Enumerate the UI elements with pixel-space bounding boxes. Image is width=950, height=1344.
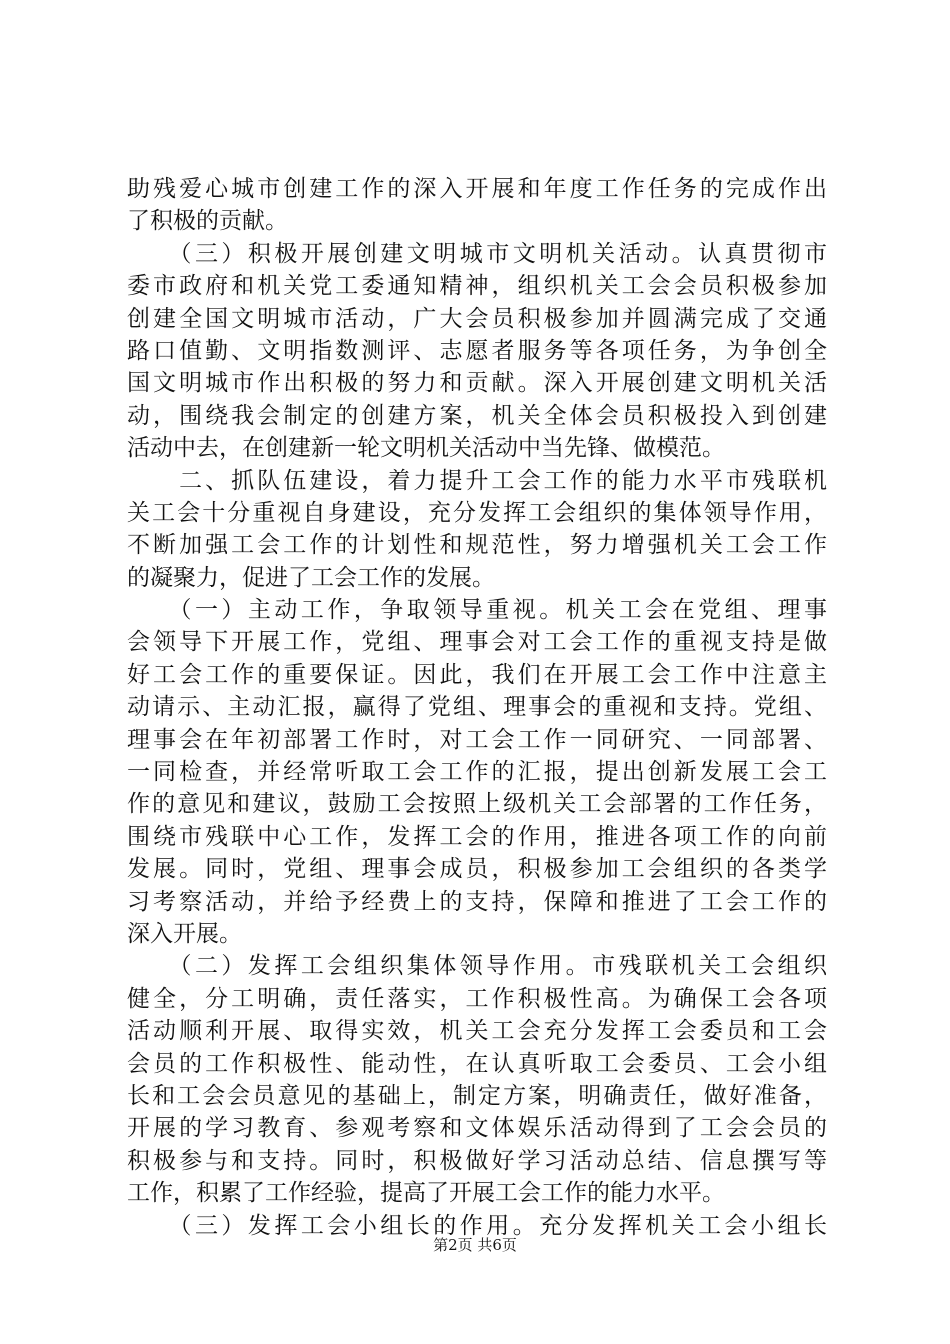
text-line: 一同检查，并经常听取工会工作的汇报，提出创新发展工会工: [127, 759, 827, 786]
text-line: 作的意见和建议，鼓励工会按照上级机关工会部署的工作任务，: [127, 791, 827, 818]
text-line: （三）发挥工会小组长的作用。充分发挥机关工会小组长: [127, 1212, 827, 1239]
text-line: 工作，积累了工作经验，提高了开展工会工作的能力水平。: [127, 1180, 725, 1207]
text-line: 会领导下开展工作，党组、理事会对工会工作的重视支持是做: [127, 629, 827, 656]
text-line: 助残爱心城市创建工作的深入开展和年度工作任务的完成作出: [127, 176, 827, 202]
text-line: 长和工会会员意见的基础上，制定方案，明确责任，做好准备，: [127, 1082, 827, 1109]
text-line: 活动中去，在创建新一轮文明机关活动中当先锋、做模范。: [127, 435, 725, 462]
text-line: 深入开展。: [127, 920, 242, 947]
text-line: 开展的学习教育、参观考察和文体娱乐活动得到了工会会员的: [127, 1115, 827, 1142]
text-line: （一）主动工作，争取领导重视。机关工会在党组、理事: [127, 597, 827, 624]
document-body: [127, 173, 827, 1242]
text-line: （三）积极开展创建文明城市文明机关活动。认真贯彻市: [127, 240, 827, 267]
text-line: 理事会在年初部署工作时，对工会工作一同研究、一同部署、: [127, 726, 827, 753]
text-line: 发展。同时，党组、理事会成员，积极参加工会组织的各类学: [127, 856, 827, 883]
text-line: 路口值勤、文明指数测评、志愿者服务等各项任务，为争创全: [127, 337, 827, 364]
text-line: 的凝聚力，促进了工会工作的发展。: [127, 564, 495, 591]
text-line: 积极参与和支持。同时，积极做好学习活动总结、信息撰写等: [127, 1147, 827, 1174]
text-line: 不断加强工会工作的计划性和规范性，努力增强机关工会工作: [127, 532, 827, 559]
text-line: 关工会十分重视自身建设，充分发挥工会组织的集体领导作用，: [127, 499, 827, 526]
text-line: 委市政府和机关党工委通知精神，组织机关工会会员积极参加: [127, 273, 827, 300]
text-line: 围绕市残联中心工作，发挥工会的作用，推进各项工作的向前: [127, 823, 827, 850]
text-line: 国文明城市作出积极的努力和贡献。深入开展创建文明机关活: [127, 370, 827, 397]
text-line: 动请示、主动汇报，赢得了党组、理事会的重视和支持。党组、: [127, 694, 827, 721]
text-line: 活动顺利开展、取得实效，机关工会充分发挥工会委员和工会: [127, 1018, 827, 1045]
text-line: 好工会工作的重要保证。因此，我们在开展工会工作中注意主: [127, 661, 827, 688]
text-line: 动，围绕我会制定的创建方案，机关全体会员积极投入到创建: [127, 402, 827, 429]
text-line: 会员的工作积极性、能动性，在认真听取工会委员、工会小组: [127, 1050, 827, 1077]
text-line: 创建全国文明城市活动，广大会员积极参加并圆满完成了交通: [127, 305, 827, 332]
text-line: （二）发挥工会组织集体领导作用。市残联机关工会组织: [127, 953, 827, 980]
page-footer: 第2页 共6页: [433, 1236, 517, 1254]
text-line: 二、抓队伍建设，着力提升工会工作的能力水平市残联机: [127, 467, 827, 494]
text-line: 习考察活动，并给予经费上的支持，保障和推进了工会工作的: [127, 888, 827, 915]
text-line: 了积极的贡献。: [127, 208, 288, 235]
text-line: 健全，分工明确，责任落实，工作积极性高。为确保工会各项: [127, 985, 827, 1012]
